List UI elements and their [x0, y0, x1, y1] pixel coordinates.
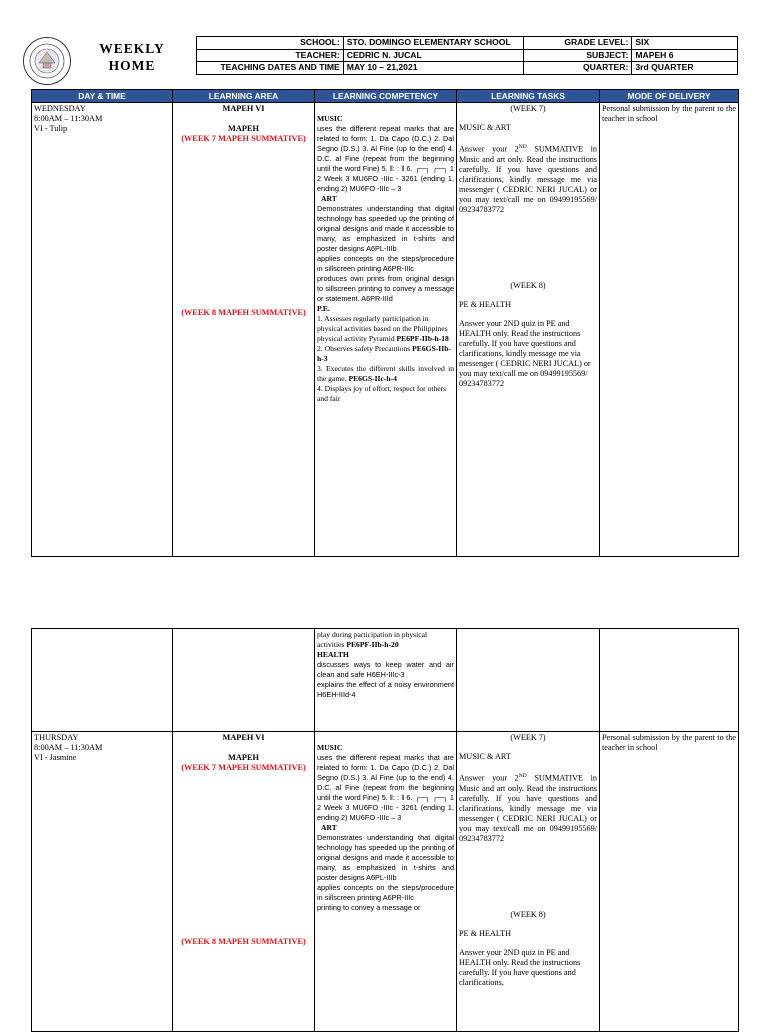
week8-label: (WEEK 8)	[510, 280, 546, 290]
table-row	[32, 629, 739, 732]
area-sub: MAPEH	[228, 124, 259, 133]
art-text: Demonstrates understanding that digital technology has speeded up the printing of original designs and made it accessible to many, as emphasized in t-shirts and poster designs A6PL-IIIb	[317, 833, 454, 882]
week7-summative: (WEEK 7 MAPEH SUMMATIVE)	[181, 763, 306, 772]
pe-item-1: 1. Assesses regularly participation in physical activities based on the Philippines physical activity Pyramid PE6PF-IIb-h-18	[317, 314, 449, 343]
area-sub: MAPEH	[228, 753, 259, 762]
school-value: STO. DOMINGO ELEMENTARY SCHOOL	[343, 37, 523, 50]
learning-tasks-cell	[457, 103, 600, 557]
col-mode-of-delivery: MODE OF DELIVERY	[600, 90, 739, 103]
summative-instructions: Answer your 2ND SUMMATIVE in Music and art only. Read the instructions carefully. If you have questions and clarifications, kindly message me via messenger ( CEDRIC NERI JUCAL) or you may text/call me on 09499195569/ 09234783772	[459, 144, 597, 214]
week8-summative: (WEEK 8 MAPEH SUMMATIVE)	[181, 937, 306, 946]
week7-label: (WEEK 7)	[510, 733, 546, 742]
col-learning-tasks: LEARNING TASKS	[457, 90, 600, 103]
teacher-value: CEDRIC N. JUCAL	[343, 49, 523, 62]
pe-health-label: PE & HEALTH	[459, 299, 512, 309]
summative-instructions: Answer your 2ND SUMMATIVE in Music and art only. Read the instructions carefully. If you have questions and clarifications, kindly message me via messenger ( CEDRIC NERI JUCAL) or you may text/call me on 09499195569/ 09234783772	[459, 773, 597, 843]
week8-summative: (WEEK 8 MAPEH SUMMATIVE)	[181, 308, 306, 317]
mode-text: Personal submission by the parent to the teacher in school	[602, 104, 736, 123]
week8-label: (WEEK 8)	[510, 909, 546, 919]
weekly-plan-table-page-2	[31, 628, 739, 1032]
health-item-1: discusses ways to keep water and air clean and safe H6EH-IIIc-3	[317, 660, 454, 679]
school-label: SCHOOL:	[197, 37, 344, 50]
learning-area-cell	[173, 103, 315, 557]
pe-title: P.E.	[317, 304, 330, 313]
learning-tasks-cell	[457, 732, 600, 1032]
header-row	[197, 37, 738, 50]
week7-label: (WEEK 7)	[510, 104, 546, 113]
art-text-2: applies concepts on the steps/procedure in sillscreen printing A6PR-IIIc	[317, 254, 454, 273]
mode-of-delivery-cell	[600, 732, 739, 1032]
subject-label: SUBJECT:	[523, 49, 632, 62]
weekly-plan-table-page-1	[31, 89, 739, 557]
health-title: HEALTH	[317, 650, 349, 659]
art-text-3: produces own prints from original design to sillscreen printing to convey a message or statement. A6PR-IIId	[317, 274, 454, 303]
health-item-2: explains the effect of a noisy environment H6EH-IIId-4	[317, 680, 454, 699]
art-title: ART	[321, 194, 337, 203]
learning-competency-cell	[315, 629, 457, 732]
learning-competency-cell	[315, 103, 457, 557]
week7-summative: (WEEK 7 MAPEH SUMMATIVE)	[181, 134, 306, 143]
art-text: Demonstrates understanding that digital technology has speeded up the printing of original designs and made it accessible to many, as emphasized in t-shirts and poster designs A6PL-IIIb	[317, 204, 454, 253]
mode-of-delivery-cell	[600, 103, 739, 557]
header-row	[197, 62, 738, 75]
teacher-label: TEACHER:	[197, 49, 344, 62]
section: VI - Tulip	[34, 124, 68, 133]
document-title	[94, 40, 170, 74]
grade-level-label: GRADE LEVEL:	[523, 37, 632, 50]
day: WEDNESDAY	[34, 104, 86, 113]
learning-area-cell	[173, 732, 315, 1032]
quiz-instructions: Answer your 2ND quiz in PE and HEALTH only. Read the instructions carefully. If you have questions and clarifications, kindly message me via messenger ( CEDRIC NERI JUCAL) or you may text/call me on 09499195569/ 09234783772	[459, 318, 591, 388]
dates-value: MAY 10 – 21,2021	[343, 62, 523, 75]
day: THURSDAY	[34, 733, 79, 742]
title-line-1: WEEKLY	[99, 41, 165, 56]
area-title: MAPEH VI	[222, 104, 265, 113]
section: VI - Jasmine	[34, 753, 77, 762]
day-time-cell	[32, 732, 173, 1032]
grade-level-value: SIX	[632, 37, 738, 50]
pe-item-3: 3. Executes the different skills involved in the game. PE6GS-IIc-h-4	[317, 364, 454, 383]
music-title: MUSIC	[317, 743, 343, 752]
day-time-cell	[32, 629, 173, 732]
col-learning-area: LEARNING AREA	[173, 90, 315, 103]
deped-seal-logo	[22, 36, 72, 86]
day-time-cell	[32, 103, 173, 557]
header-row	[197, 49, 738, 62]
area-title: MAPEH VI	[222, 733, 265, 742]
title-line-2: HOME	[108, 58, 156, 73]
quiz-instructions: Answer your 2ND quiz in PE and HEALTH only. Read the instructions carefully. If you have questions and clarifications,	[459, 947, 581, 987]
time: 8:00AM – 11:30AM	[34, 114, 103, 123]
pe-health-label: PE & HEALTH	[459, 928, 512, 938]
music-art-label: MUSIC & ART	[459, 752, 511, 761]
pe-item-2: 2. Observes safety Precautions PE6GS-IIb-h-3	[317, 344, 451, 363]
time: 8:00AM – 11:30AM	[34, 743, 103, 752]
learning-tasks-cell	[457, 629, 600, 732]
music-text: uses the different repeat marks that are related to form: 1. Da Capo (D.C.) 2. Dal Segno (D.S.) 3. Al Fine (up to the end) 4. D.C. al Fine (repeat from the beginning until the word Fine) 5. ‖: : ‖ 6. ┌─┐ ┌─┐ 1 2 Week 3 MU6FO -IIIc - 3261 (ending 1, ending 2) MU6FO -IIIc – 3	[317, 753, 454, 822]
art-title: ART	[321, 823, 337, 832]
quarter-label: QUARTER:	[523, 62, 632, 75]
pe-item-4: 4. Displays joy of effort, respect for others and fair	[317, 384, 447, 403]
pe-item-4-cont: play during participation in physical activities PE6PF-IIb-h-20	[317, 630, 428, 649]
learning-competency-cell	[315, 732, 457, 1032]
col-day-time: DAY & TIME	[32, 90, 173, 103]
music-text: uses the different repeat marks that are related to form: 1. Da Capo (D.C.) 2. Dal Segno (D.S.) 3. Al Fine (up to the end) 4. D.C. al Fine (repeat from the beginning until the word Fine) 5. ‖: : ‖ 6. ┌─┐ ┌─┐ 1 2 Week 3 MU6FO -IIIc - 3261 (ending 1, ending 2) MU6FO -IIIc – 3	[317, 124, 454, 193]
quarter-value: 3rd QUARTER	[632, 62, 738, 75]
music-title: MUSIC	[317, 114, 343, 123]
art-text-2: applies concepts on the steps/procedure in sillscreen printing A6PR-IIIc	[317, 883, 454, 902]
col-learning-competency: LEARNING COMPETENCY	[315, 90, 457, 103]
table-row	[32, 732, 739, 1032]
art-text-cut: printing to convey a message or	[317, 903, 421, 912]
table-row	[32, 103, 739, 557]
mode-of-delivery-cell	[600, 629, 739, 732]
info-header-table	[196, 36, 738, 75]
column-header-row	[32, 90, 739, 103]
subject-value: MAPEH 6	[632, 49, 738, 62]
mode-text: Personal submission by the parent to the teacher in school	[602, 733, 736, 752]
dates-label: TEACHING DATES AND TIME	[197, 62, 344, 75]
music-art-label: MUSIC & ART	[459, 123, 511, 132]
learning-area-cell	[173, 629, 315, 732]
